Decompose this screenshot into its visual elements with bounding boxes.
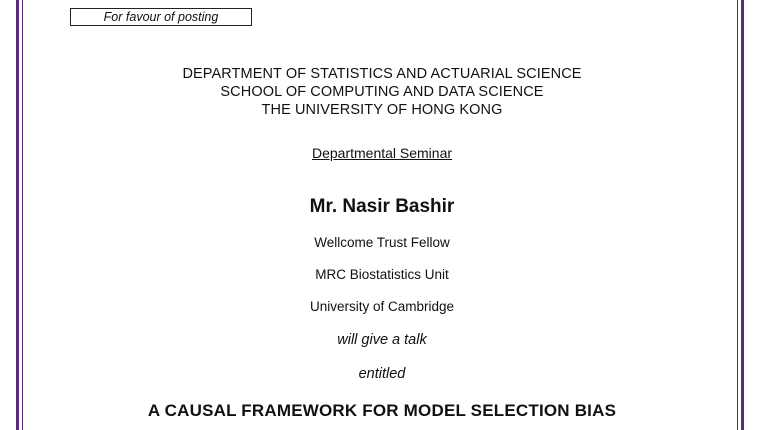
department-name: DEPARTMENT OF STATISTICS AND ACTUARIAL SCIENCE — [182, 66, 582, 82]
talk-intro: will give a talk — [337, 332, 427, 348]
speaker-unit: MRC Biostatistics Unit — [315, 267, 449, 282]
posting-note: For favour of posting — [70, 8, 252, 26]
event-type: Departmental Seminar — [311, 145, 453, 161]
speaker-name: Mr. Nasir Bashir — [309, 196, 455, 217]
event-type-wrapper — [0, 145, 764, 163]
university-name: THE UNIVERSITY OF HONG KONG — [261, 102, 503, 118]
school-name: SCHOOL OF COMPUTING AND DATA SCIENCE — [220, 84, 544, 100]
talk-entitled: entitled — [358, 366, 406, 382]
talk-title: A CAUSAL FRAMEWORK FOR MODEL SELECTION BIAS — [147, 401, 617, 420]
speaker-position: Wellcome Trust Fellow — [314, 235, 450, 250]
speaker-institution: University of Cambridge — [309, 299, 455, 314]
